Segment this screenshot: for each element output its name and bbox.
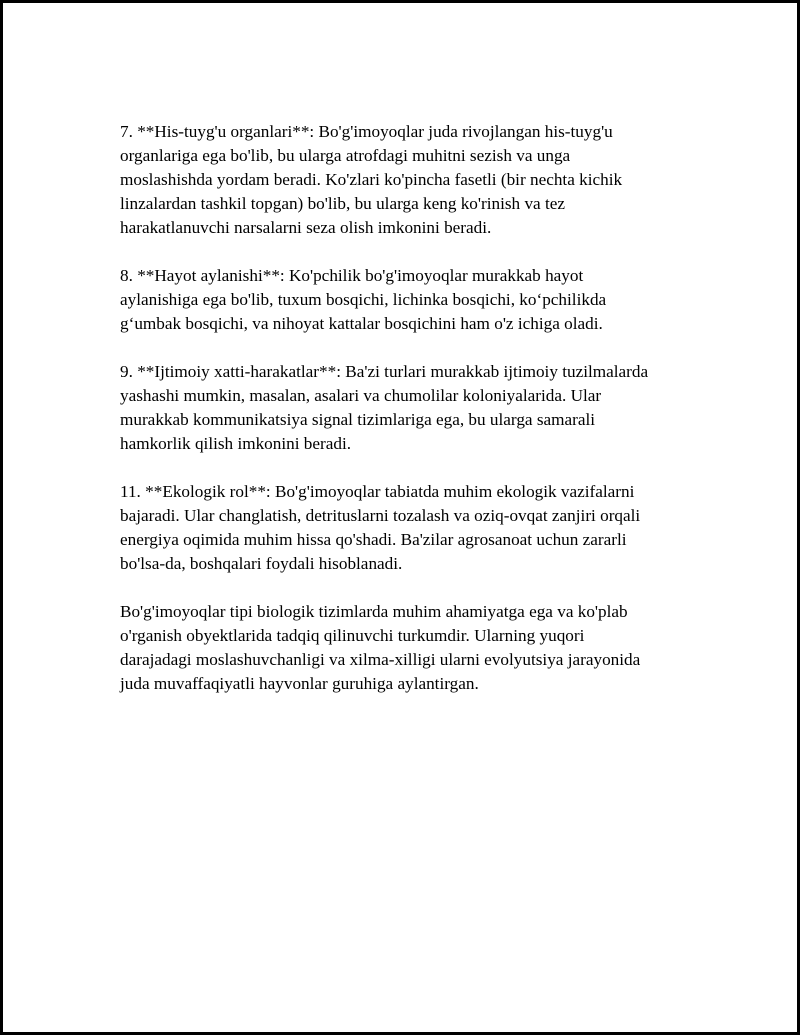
document-body [120,120,700,720]
paragraph-conclusion: Bo'g'imoyoqlar tipi biologik tizimlarda muhim ahamiyatga ega va ko'plab o'rganish obyektlarida tadqiq qilinuvchi turkumdir. Ularning yuqori darajadagi moslashuvchanligi va xilma-xilligi ularni evolyutsiya jarayonida juda muvaffaqiyatli hayvonlar guruhiga aylantirgan. [120,602,641,693]
paragraph-social-behavior: 9. **Ijtimoiy xatti-harakatlar**: Ba'zi turlari murakkab ijtimoiy tuzilmalarda yashashi mumkin, masalan, asalari va chumolilar koloniyalarida. Ular murakkab kommunikatsiya signal tizimlariga ega, bu ularga samarali hamkorlik qilish imkonini beradi. [120,362,649,453]
paragraph-ecological-role: 11. **Ekologik rol**: Bo'g'imoyoqlar tabiatda muhim ekologik vazifalarni bajaradi. Ular changlatish, detrituslarni tozalash va oziq-ovqat zanjiri orqali energiya oqimida muhim hissa qo'shadi. Ba'zilar agrosanoat uchun zararli bo'lsa-da, boshqalari foydali hisoblanadi. [120,482,641,573]
paragraph-sensory-organs: 7. **His-tuyg'u organlari**: Bo'g'imoyoqlar juda rivojlangan his-tuyg'u organlariga ega bo'lib, bu ularga atrofdagi muhitni sezish va unga moslashishda yordam beradi. Ko'zlari ko'pincha fasetli (bir nechta kichik linzalardan tashkil topgan) bo'lib, bu ularga keng ko'rinish va tez harakatlanuvchi narsalarni seza olish imkonini beradi. [120,122,623,237]
paragraph-life-cycle: 8. **Hayot aylanishi**: Ko'pchilik bo'g'imoyoqlar murakkab hayot aylanishiga ega bo'lib, tuxum bosqichi, lichinka bosqichi, ko‘pchilikda g‘umbak bosqichi, va nihoyat kattalar bosqichini ham o'z ichiga oladi. [120,266,607,333]
